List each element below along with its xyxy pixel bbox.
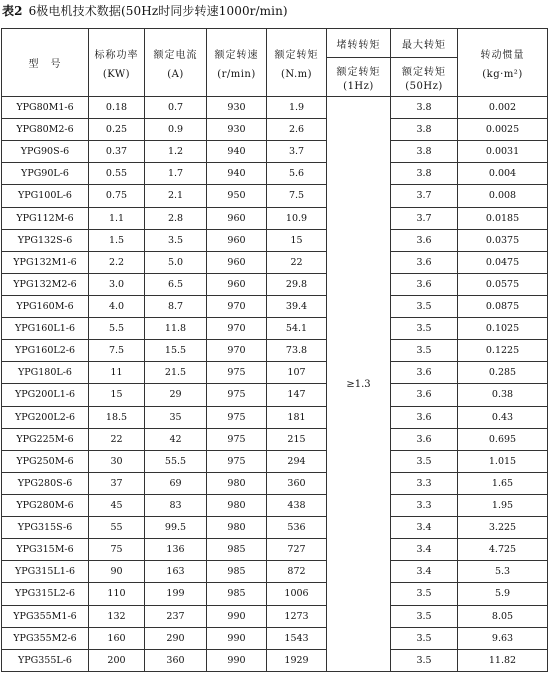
cell-inertia: 0.38 [458, 384, 548, 406]
cell-locked-ratio: ≥1.3 [327, 97, 391, 672]
header-power: 标称功率 (KW) [89, 29, 145, 97]
cell-power: 0.25 [89, 119, 145, 141]
motor-spec-table [1, 28, 548, 672]
table-row [2, 97, 548, 119]
cell-max: 3.5 [391, 450, 458, 472]
cell-model: YPG90L-6 [2, 163, 89, 185]
cell-inertia: 0.0375 [458, 229, 548, 251]
cell-torque: 73.8 [267, 340, 327, 362]
header-torque: 额定转矩 (N.m) [267, 29, 327, 97]
table-row [2, 163, 548, 185]
cell-torque: 147 [267, 384, 327, 406]
table-row [2, 472, 548, 494]
table-row [2, 273, 548, 295]
cell-inertia: 0.0025 [458, 119, 548, 141]
cell-model: YPG80M2-6 [2, 119, 89, 141]
table-caption [2, 3, 288, 19]
cell-max: 3.3 [391, 472, 458, 494]
cell-model: YPG112M-6 [2, 207, 89, 229]
cell-speed: 975 [207, 406, 267, 428]
cell-torque: 1006 [267, 583, 327, 605]
cell-model: YPG132M1-6 [2, 251, 89, 273]
table-row [2, 539, 548, 561]
cell-speed: 975 [207, 362, 267, 384]
cell-torque: 1543 [267, 627, 327, 649]
cell-current: 8.7 [145, 295, 207, 317]
cell-power: 22 [89, 428, 145, 450]
cell-inertia: 0.43 [458, 406, 548, 428]
cell-torque: 536 [267, 517, 327, 539]
cell-inertia: 0.002 [458, 97, 548, 119]
cell-model: YPG80M1-6 [2, 97, 89, 119]
cell-power: 90 [89, 561, 145, 583]
cell-current: 21.5 [145, 362, 207, 384]
header-locked-torque-bottom: 额定转矩 (1Hz) [327, 58, 391, 97]
cell-model: YPG355M2-6 [2, 627, 89, 649]
cell-current: 290 [145, 627, 207, 649]
cell-power: 75 [89, 539, 145, 561]
cell-inertia: 0.1225 [458, 340, 548, 362]
cell-model: YPG280M-6 [2, 494, 89, 516]
cell-power: 18.5 [89, 406, 145, 428]
cell-model: YPG355L-6 [2, 649, 89, 671]
cell-torque: 438 [267, 494, 327, 516]
table-row [2, 362, 548, 384]
cell-current: 1.2 [145, 141, 207, 163]
cell-torque: 215 [267, 428, 327, 450]
cell-torque: 3.7 [267, 141, 327, 163]
table-row [2, 207, 548, 229]
cell-max: 3.5 [391, 295, 458, 317]
header-max-torque-bottom: 额定转矩 (50Hz) [391, 58, 458, 97]
cell-max: 3.3 [391, 494, 458, 516]
cell-power: 1.5 [89, 229, 145, 251]
table-title: 6极电机技术数据(50Hz时同步转速1000r/min) [28, 4, 288, 18]
cell-inertia: 0.004 [458, 163, 548, 185]
cell-max: 3.6 [391, 428, 458, 450]
cell-torque: 5.6 [267, 163, 327, 185]
cell-speed: 970 [207, 318, 267, 340]
cell-max: 3.6 [391, 273, 458, 295]
table-row [2, 583, 548, 605]
table-row [2, 561, 548, 583]
header-inertia: 转动惯量 (kg·m²) [458, 29, 548, 97]
cell-power: 30 [89, 450, 145, 472]
cell-model: YPG90S-6 [2, 141, 89, 163]
cell-model: YPG160L2-6 [2, 340, 89, 362]
cell-inertia: 1.015 [458, 450, 548, 472]
table-row [2, 141, 548, 163]
table-row [2, 605, 548, 627]
cell-power: 55 [89, 517, 145, 539]
cell-max: 3.8 [391, 163, 458, 185]
table-row [2, 450, 548, 472]
cell-current: 237 [145, 605, 207, 627]
cell-model: YPG100L-6 [2, 185, 89, 207]
table-row [2, 649, 548, 671]
cell-inertia: 0.0031 [458, 141, 548, 163]
cell-max: 3.5 [391, 583, 458, 605]
cell-inertia: 0.695 [458, 428, 548, 450]
cell-torque: 294 [267, 450, 327, 472]
cell-model: YPG132S-6 [2, 229, 89, 251]
cell-power: 160 [89, 627, 145, 649]
cell-speed: 930 [207, 119, 267, 141]
cell-model: YPG355M1-6 [2, 605, 89, 627]
cell-inertia: 0.008 [458, 185, 548, 207]
table-row [2, 517, 548, 539]
cell-power: 0.18 [89, 97, 145, 119]
cell-model: YPG132M2-6 [2, 273, 89, 295]
cell-torque: 39.4 [267, 295, 327, 317]
table-row [2, 384, 548, 406]
cell-inertia: 5.9 [458, 583, 548, 605]
cell-torque: 54.1 [267, 318, 327, 340]
table-number: 表2 [2, 4, 23, 18]
table-body [2, 97, 548, 672]
cell-max: 3.8 [391, 97, 458, 119]
cell-inertia: 11.82 [458, 649, 548, 671]
cell-max: 3.6 [391, 362, 458, 384]
cell-power: 15 [89, 384, 145, 406]
cell-torque: 29.8 [267, 273, 327, 295]
cell-power: 0.55 [89, 163, 145, 185]
cell-current: 6.5 [145, 273, 207, 295]
cell-torque: 7.5 [267, 185, 327, 207]
table-row [2, 251, 548, 273]
cell-max: 3.8 [391, 119, 458, 141]
cell-torque: 10.9 [267, 207, 327, 229]
cell-model: YPG200L2-6 [2, 406, 89, 428]
table-row [2, 627, 548, 649]
cell-current: 99.5 [145, 517, 207, 539]
cell-torque: 1929 [267, 649, 327, 671]
cell-current: 0.7 [145, 97, 207, 119]
cell-power: 1.1 [89, 207, 145, 229]
cell-inertia: 0.0575 [458, 273, 548, 295]
cell-inertia: 0.0875 [458, 295, 548, 317]
header-model: 型 号 [2, 29, 89, 97]
cell-max: 3.7 [391, 207, 458, 229]
cell-power: 45 [89, 494, 145, 516]
cell-power: 200 [89, 649, 145, 671]
cell-current: 15.5 [145, 340, 207, 362]
cell-max: 3.4 [391, 561, 458, 583]
cell-max: 3.5 [391, 340, 458, 362]
cell-power: 110 [89, 583, 145, 605]
cell-speed: 940 [207, 163, 267, 185]
cell-torque: 2.6 [267, 119, 327, 141]
cell-current: 29 [145, 384, 207, 406]
cell-inertia: 9.63 [458, 627, 548, 649]
table-row [2, 185, 548, 207]
table-row [2, 428, 548, 450]
cell-current: 55.5 [145, 450, 207, 472]
cell-speed: 975 [207, 450, 267, 472]
cell-inertia: 0.0185 [458, 207, 548, 229]
table-row [2, 318, 548, 340]
cell-inertia: 5.3 [458, 561, 548, 583]
cell-speed: 930 [207, 97, 267, 119]
cell-current: 199 [145, 583, 207, 605]
cell-max: 3.6 [391, 251, 458, 273]
cell-power: 11 [89, 362, 145, 384]
cell-current: 163 [145, 561, 207, 583]
cell-speed: 985 [207, 539, 267, 561]
header-current: 额定电流 (A) [145, 29, 207, 97]
cell-inertia: 0.1025 [458, 318, 548, 340]
cell-speed: 970 [207, 295, 267, 317]
cell-inertia: 0.0475 [458, 251, 548, 273]
cell-max: 3.4 [391, 539, 458, 561]
cell-torque: 1.9 [267, 97, 327, 119]
cell-speed: 990 [207, 627, 267, 649]
cell-speed: 960 [207, 251, 267, 273]
cell-current: 3.5 [145, 229, 207, 251]
cell-model: YPG315L1-6 [2, 561, 89, 583]
cell-model: YPG250M-6 [2, 450, 89, 472]
cell-speed: 980 [207, 494, 267, 516]
cell-torque: 15 [267, 229, 327, 251]
cell-max: 3.5 [391, 627, 458, 649]
cell-inertia: 4.725 [458, 539, 548, 561]
table-row [2, 340, 548, 362]
cell-inertia: 1.65 [458, 472, 548, 494]
cell-speed: 990 [207, 605, 267, 627]
cell-current: 83 [145, 494, 207, 516]
cell-power: 132 [89, 605, 145, 627]
cell-speed: 980 [207, 517, 267, 539]
cell-power: 0.75 [89, 185, 145, 207]
cell-speed: 985 [207, 583, 267, 605]
cell-inertia: 8.05 [458, 605, 548, 627]
table-row [2, 119, 548, 141]
cell-model: YPG160M-6 [2, 295, 89, 317]
cell-current: 2.1 [145, 185, 207, 207]
cell-speed: 970 [207, 340, 267, 362]
cell-speed: 990 [207, 649, 267, 671]
cell-torque: 872 [267, 561, 327, 583]
cell-power: 7.5 [89, 340, 145, 362]
table-row [2, 229, 548, 251]
header-speed: 额定转速 (r/min) [207, 29, 267, 97]
cell-speed: 975 [207, 428, 267, 450]
cell-model: YPG315M-6 [2, 539, 89, 561]
cell-max: 3.4 [391, 517, 458, 539]
cell-current: 11.8 [145, 318, 207, 340]
cell-power: 5.5 [89, 318, 145, 340]
cell-max: 3.8 [391, 141, 458, 163]
cell-current: 2.8 [145, 207, 207, 229]
cell-torque: 1273 [267, 605, 327, 627]
cell-speed: 940 [207, 141, 267, 163]
cell-current: 360 [145, 649, 207, 671]
cell-speed: 985 [207, 561, 267, 583]
cell-current: 136 [145, 539, 207, 561]
table-row [2, 406, 548, 428]
cell-speed: 975 [207, 384, 267, 406]
cell-max: 3.6 [391, 229, 458, 251]
cell-model: YPG160L1-6 [2, 318, 89, 340]
cell-max: 3.7 [391, 185, 458, 207]
cell-current: 1.7 [145, 163, 207, 185]
cell-speed: 960 [207, 273, 267, 295]
cell-max: 3.5 [391, 605, 458, 627]
table-row [2, 295, 548, 317]
cell-torque: 22 [267, 251, 327, 273]
cell-torque: 360 [267, 472, 327, 494]
cell-power: 3.0 [89, 273, 145, 295]
cell-model: YPG225M-6 [2, 428, 89, 450]
cell-current: 5.0 [145, 251, 207, 273]
cell-torque: 727 [267, 539, 327, 561]
cell-current: 0.9 [145, 119, 207, 141]
cell-speed: 980 [207, 472, 267, 494]
cell-speed: 960 [207, 229, 267, 251]
cell-power: 4.0 [89, 295, 145, 317]
cell-power: 37 [89, 472, 145, 494]
header-max-torque-top: 最大转矩 [391, 29, 458, 58]
cell-speed: 950 [207, 185, 267, 207]
cell-max: 3.6 [391, 406, 458, 428]
cell-model: YPG315L2-6 [2, 583, 89, 605]
cell-inertia: 0.285 [458, 362, 548, 384]
cell-inertia: 1.95 [458, 494, 548, 516]
cell-current: 35 [145, 406, 207, 428]
cell-speed: 960 [207, 207, 267, 229]
cell-inertia: 3.225 [458, 517, 548, 539]
header-locked-torque-top: 堵转转矩 [327, 29, 391, 58]
cell-model: YPG180L-6 [2, 362, 89, 384]
table-row [2, 494, 548, 516]
cell-torque: 107 [267, 362, 327, 384]
cell-max: 3.5 [391, 649, 458, 671]
cell-max: 3.6 [391, 384, 458, 406]
cell-model: YPG200L1-6 [2, 384, 89, 406]
cell-max: 3.5 [391, 318, 458, 340]
cell-power: 0.37 [89, 141, 145, 163]
cell-torque: 181 [267, 406, 327, 428]
cell-current: 69 [145, 472, 207, 494]
cell-current: 42 [145, 428, 207, 450]
cell-model: YPG280S-6 [2, 472, 89, 494]
cell-power: 2.2 [89, 251, 145, 273]
cell-model: YPG315S-6 [2, 517, 89, 539]
